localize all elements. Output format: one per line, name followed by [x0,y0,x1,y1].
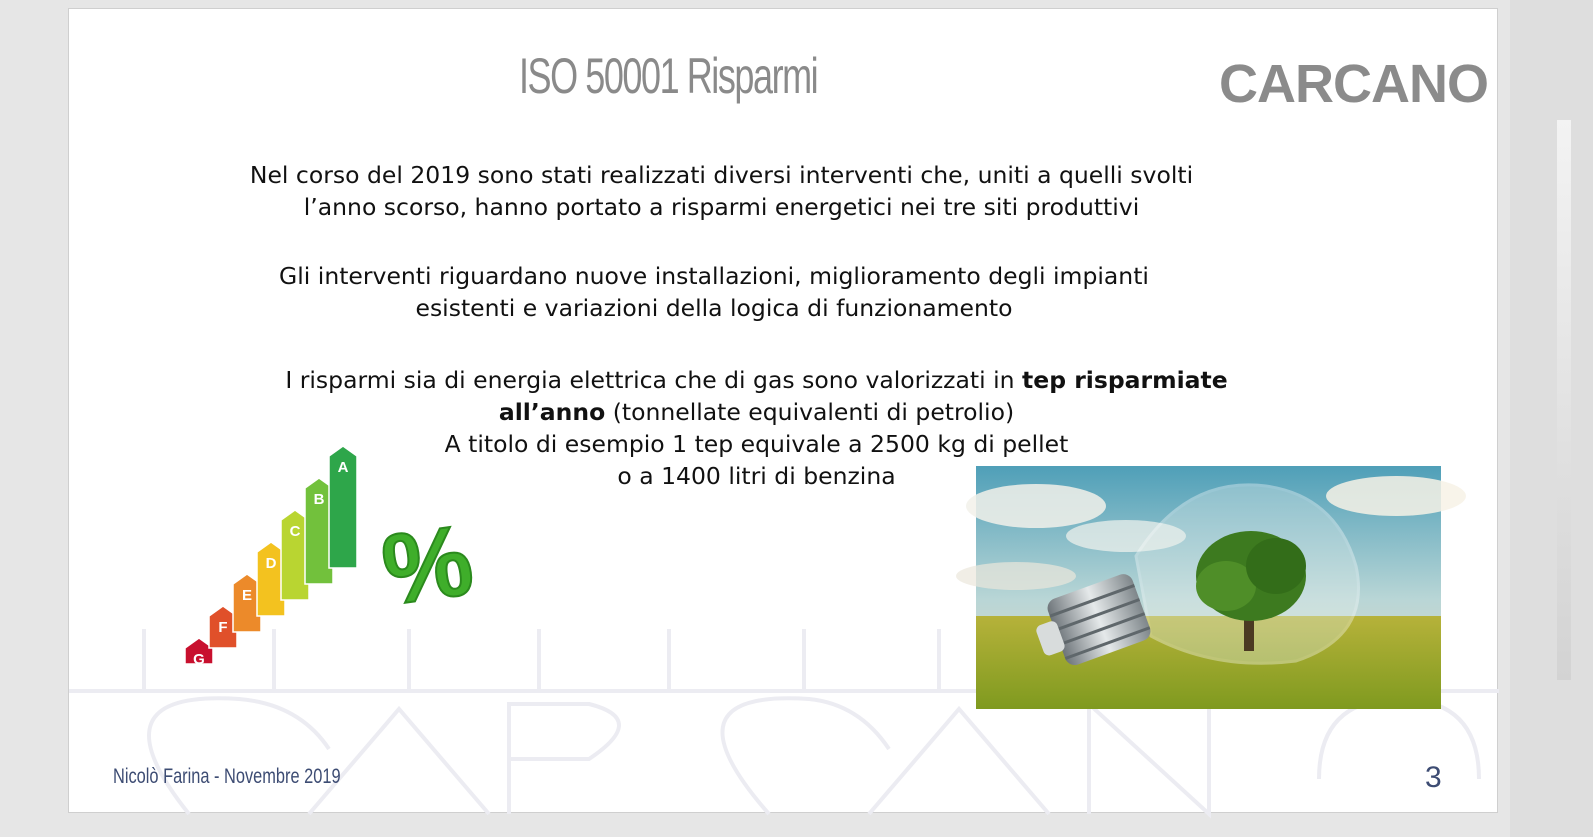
company-logo: CARCANO [1219,54,1488,114]
energy-class-a-house [329,446,357,568]
energy-class-label: A [337,459,349,476]
tep-bold-1: tep risparmiate [1022,366,1228,394]
energy-class-label: D [265,555,277,572]
paragraph-interventions: Nel corso del 2019 sono stati realizzati diversi interventi che, uniti a quelli svolti l’anno scorso, hanno portato a risparmi energetici nei tre siti produttivi [249,161,1194,221]
tep-line2-suffix: (tonnellate equivalenti di petrolio) [605,398,1015,426]
energy-class-label: F [218,619,228,636]
energy-class-houses-icon [177,459,497,679]
tep-line3: A titolo di esempio 1 tep equivale a 2500 kg di pellet [444,430,1069,458]
energy-class-label: B [313,491,325,508]
energy-class-label: E [241,587,253,604]
tep-bold-2: all’anno [498,398,606,426]
side-panel-scroll-strip[interactable] [1557,120,1571,680]
energy-class-label: C [289,523,301,540]
tep-line1-prefix: I risparmi sia di energia elettrica che di gas sono valorizzati in [285,366,1023,394]
percent-icon: % [375,503,480,627]
slide-canvas [68,8,1498,813]
slide-title: ISO 50001 Risparmi [519,48,818,104]
energy-class-label: G [193,651,205,668]
paragraph-installations: Gli interventi riguardano nuove installazioni, miglioramento degli impianti esistenti e variazioni della logica di funzionamento [279,262,1149,322]
side-panel [1510,0,1593,837]
page-number: 3 [1425,761,1442,794]
tep-line4: o a 1400 litri di benzina [617,462,896,490]
footer-author: Nicolò Farina - Novembre 2019 [113,765,341,788]
lightbulb-tree-image [976,466,1441,709]
